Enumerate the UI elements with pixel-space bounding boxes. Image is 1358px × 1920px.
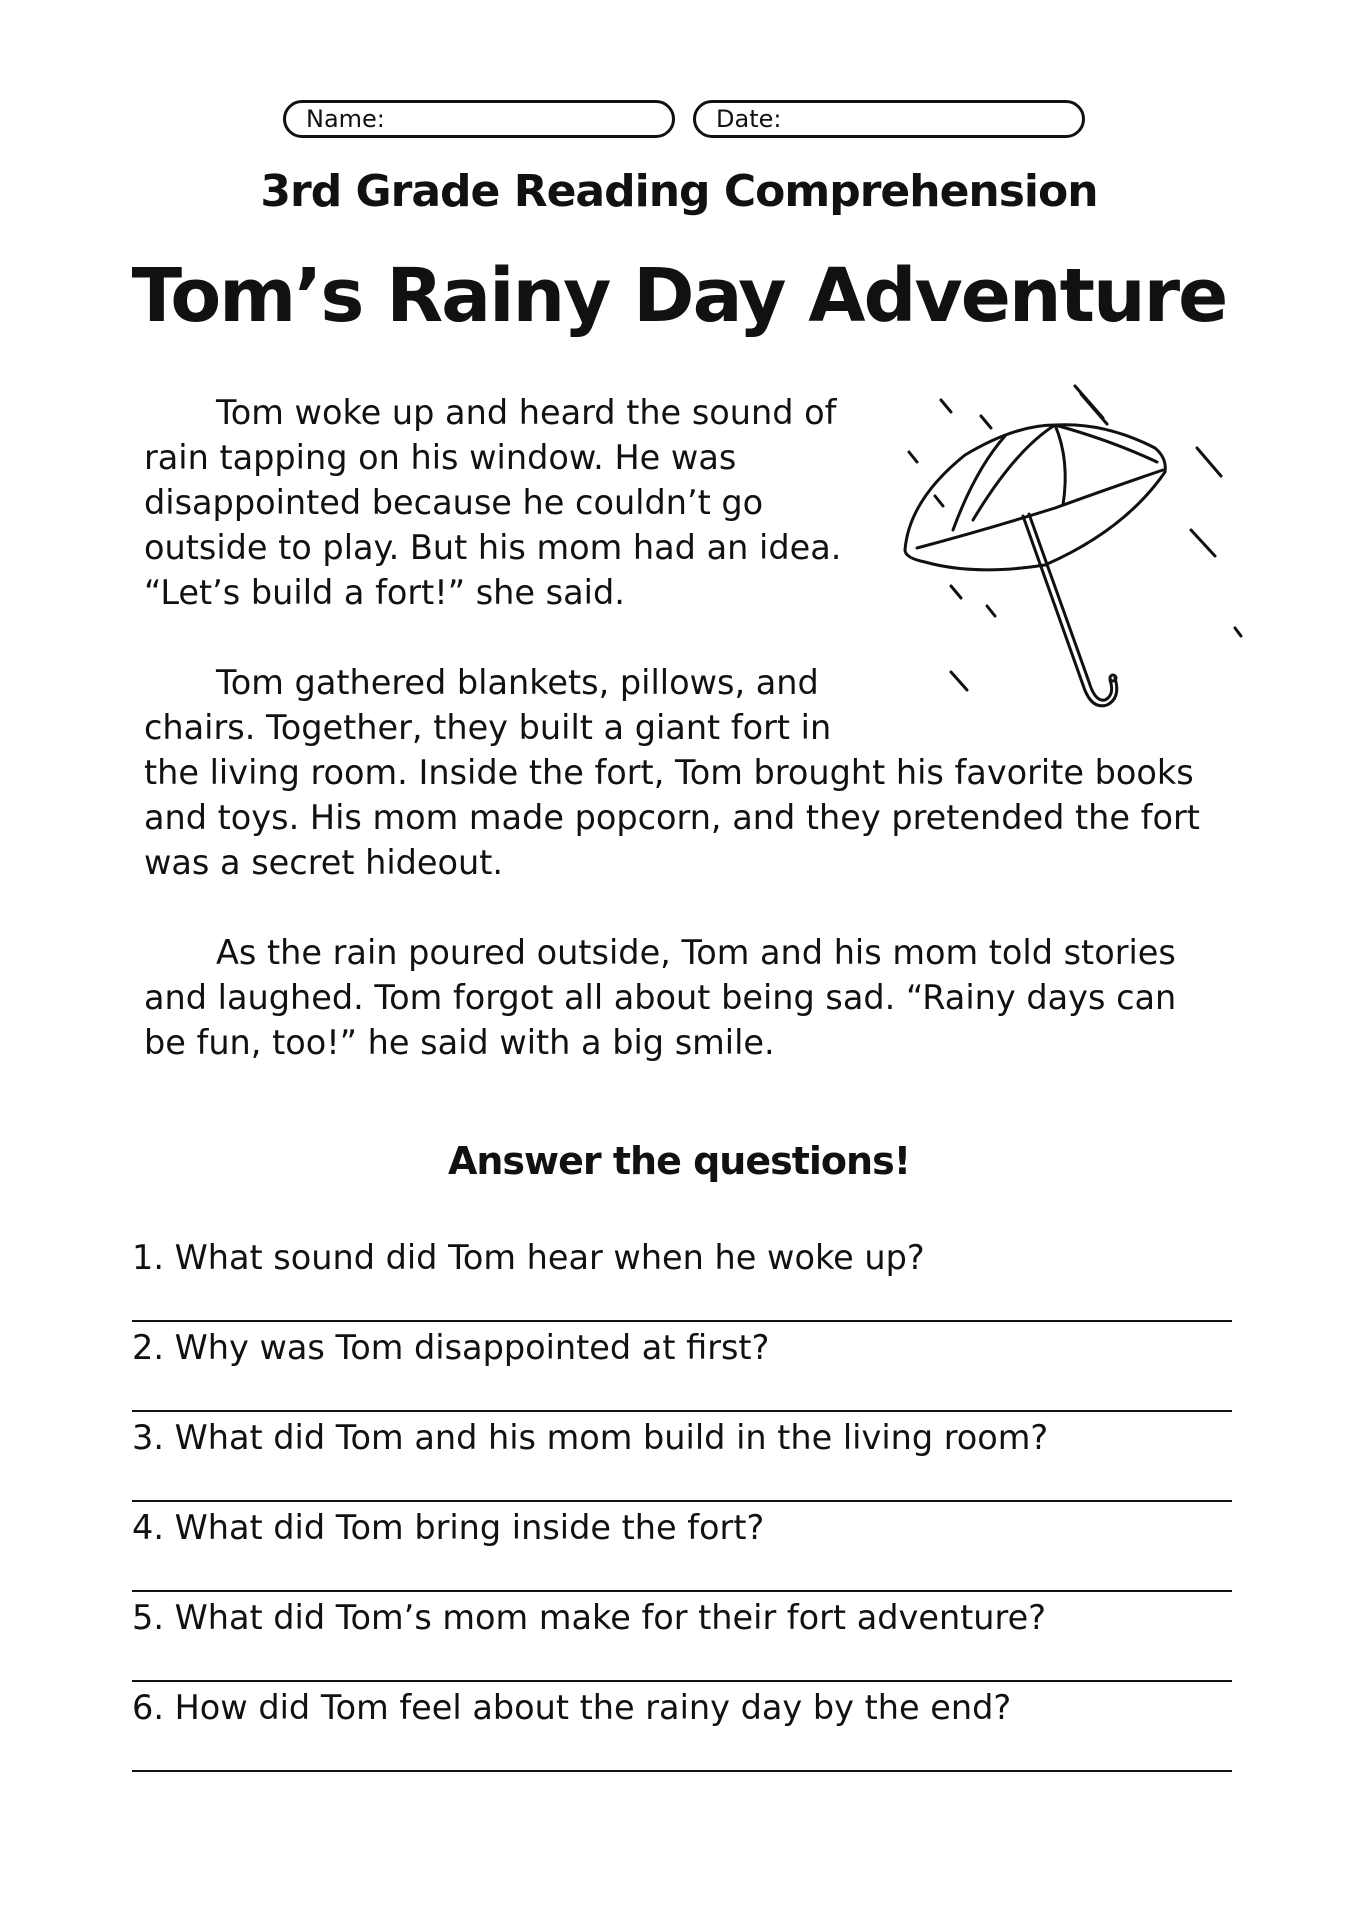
name-field[interactable] xyxy=(283,100,675,138)
question-4: 4. What did Tom bring inside the fort? xyxy=(132,1508,765,1547)
question-2: 2. Why was Tom disappointed at first? xyxy=(132,1328,770,1367)
passage-paragraph-2: Tom gathered blankets, pillows, and chairs. Together, they built a giant fort in the living room. Inside the fort, Tom brought his favorite books and toys. His mom made popcorn, and they pretended the fort was a secret hideout. xyxy=(144,663,1200,882)
answer-line-5[interactable] xyxy=(132,1680,1232,1682)
passage-paragraph-1: Tom woke up and heard the sound of rain tapping on his window. He was disappointed because he couldn’t go outside to play. But his mom had an idea. “Let’s build a fort!” she said. xyxy=(144,393,842,612)
answer-line-2[interactable] xyxy=(132,1410,1232,1412)
name-label: Name: xyxy=(306,105,385,133)
story-title: Tom’s Rainy Day Adventure xyxy=(131,253,1227,339)
worksheet-subtitle: 3rd Grade Reading Comprehension xyxy=(260,166,1098,217)
umbrella-in-rain-icon xyxy=(895,380,1255,720)
date-field[interactable] xyxy=(693,100,1085,138)
answer-line-3[interactable] xyxy=(132,1500,1232,1502)
questions-heading: Answer the questions! xyxy=(447,1139,911,1183)
answer-line-6[interactable] xyxy=(132,1770,1232,1772)
passage-paragraph-3: As the rain poured outside, Tom and his mom told stories and laughed. Tom forgot all about being sad. “Rainy days can be fun, too!” he said with a big smile. xyxy=(144,933,1177,1062)
question-1: 1. What sound did Tom hear when he woke up? xyxy=(132,1238,925,1277)
date-label: Date: xyxy=(716,105,782,133)
question-6: 6. How did Tom feel about the rainy day by the end? xyxy=(132,1688,1012,1727)
answer-line-4[interactable] xyxy=(132,1590,1232,1592)
answer-line-1[interactable] xyxy=(132,1320,1232,1322)
question-3: 3. What did Tom and his mom build in the living room? xyxy=(132,1418,1049,1457)
question-5: 5. What did Tom’s mom make for their fort adventure? xyxy=(132,1598,1046,1637)
